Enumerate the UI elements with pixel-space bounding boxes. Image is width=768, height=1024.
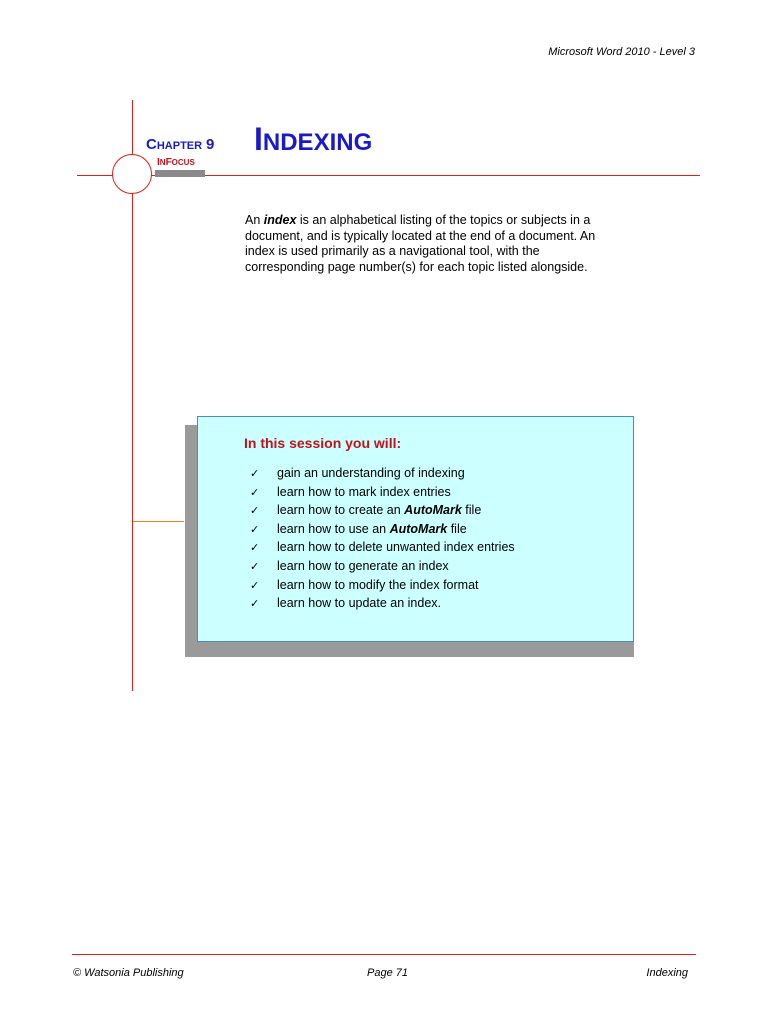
footer-page-number: Page 71 <box>367 967 408 979</box>
intro-term: index <box>263 213 297 227</box>
list-item: ✓ learn how to mark index entries <box>250 484 515 503</box>
page-title: INDEXING <box>254 121 373 157</box>
list-item: ✓ learn how to create an AutoMark file <box>250 502 515 521</box>
session-box <box>197 416 634 642</box>
session-title: In this session you will: <box>244 435 402 451</box>
checkmark-icon: ✓ <box>250 505 260 518</box>
checkmark-icon: ✓ <box>250 523 260 536</box>
list-item: ✓ learn how to use an AutoMark file <box>250 521 515 540</box>
running-header: Microsoft Word 2010 - Level 3 <box>548 46 695 58</box>
chapter-label: CHAPTER 9 <box>146 136 215 153</box>
checkmark-icon: ✓ <box>250 598 260 611</box>
checkmark-icon: ✓ <box>250 560 260 573</box>
checkmark-icon: ✓ <box>250 486 260 499</box>
intro-paragraph: An index is an alphabetical listing of the topics or subjects in a document, and is typically located at the end of a document. An index is used primarily as a navigational tool, with the corresponding page number(s) for each topic listed alongside. <box>245 213 596 274</box>
footer-section: Indexing <box>646 967 688 979</box>
chapter-number: 9 <box>205 136 215 153</box>
checkmark-icon: ✓ <box>250 468 260 480</box>
infocus-bar <box>155 170 205 177</box>
footer-rule <box>72 954 696 955</box>
list-item: ✓ gain an understanding of indexing <box>250 465 515 484</box>
list-item: ✓ learn how to modify the index format <box>250 577 515 596</box>
list-item: ✓ learn how to generate an index <box>250 558 515 577</box>
footer-publisher: © Watsonia Publishing <box>73 967 184 979</box>
session-list <box>250 465 515 614</box>
infocus-label: INFOCUS <box>157 157 195 168</box>
checkmark-icon: ✓ <box>250 542 260 555</box>
chapter-circle <box>112 154 152 194</box>
list-item: ✓ learn how to update an index. <box>250 595 515 614</box>
list-item: ✓ learn how to delete unwanted index entries <box>250 539 515 558</box>
connector-line <box>133 521 184 522</box>
checkmark-icon: ✓ <box>250 579 260 592</box>
